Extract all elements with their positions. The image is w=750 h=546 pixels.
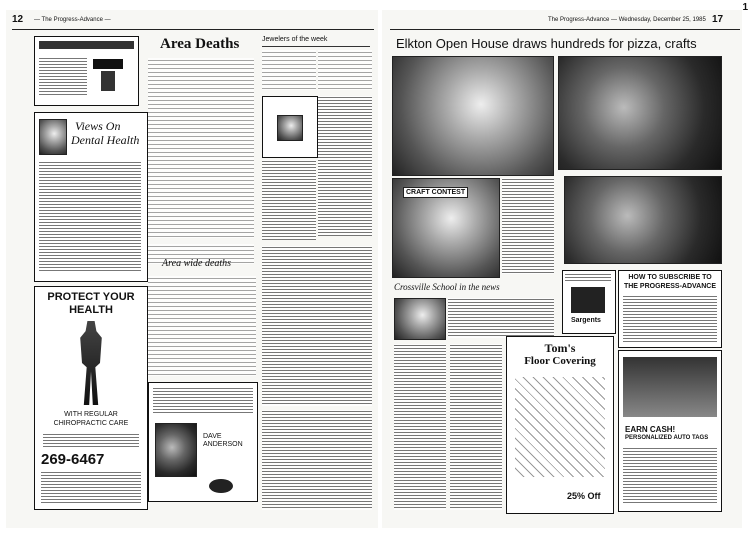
toms-floor-ad — [506, 336, 614, 514]
dentist-photo — [39, 119, 67, 155]
mid-column-text-6 — [262, 410, 372, 510]
business-ad — [34, 36, 139, 106]
agent-ad-text — [153, 387, 253, 415]
dental-health-ad — [34, 112, 148, 282]
area-deaths-title: Area Deaths — [160, 36, 240, 52]
toms-line-1: Tom's — [544, 341, 576, 355]
left-folio: 12 — [12, 14, 24, 25]
health-ad-tagline-2: CHIROPRACTIC CARE — [53, 420, 129, 427]
open-house-photo-pizza — [558, 56, 722, 170]
right-header-rule — [390, 29, 740, 30]
obituary-column-2 — [148, 276, 256, 376]
insurance-agent-ad — [148, 382, 258, 502]
auto-tags-photo — [623, 357, 717, 417]
protect-health-ad — [34, 286, 148, 510]
craft-display-photo — [564, 176, 722, 264]
dental-title-1: Views On — [75, 119, 121, 133]
mid-column-text-5 — [262, 246, 372, 406]
ad-text — [39, 57, 87, 95]
right-headline: Elkton Open House draws hundreds for pizza, crafts — [396, 36, 697, 51]
health-ad-address — [43, 433, 139, 447]
school-text — [448, 298, 554, 338]
agent-photo — [155, 423, 197, 477]
auto-tags-line-2: PERSONALIZED AUTO TAGS — [625, 435, 709, 441]
mid-column-text-2 — [318, 50, 372, 90]
auto-tags-line-1: EARN CASH! — [625, 425, 676, 434]
subscribe-line-1: HOW TO SUBSCRIBE TO — [628, 274, 712, 281]
mid-column-text-1 — [262, 50, 316, 90]
open-house-photo-main — [392, 56, 554, 176]
auto-tags-form — [623, 447, 717, 505]
area-wide-deaths-title: Area wide deaths — [162, 258, 232, 269]
open-house-text — [502, 178, 554, 274]
page-corner-mark: 1 — [742, 2, 748, 13]
toms-illustration — [515, 377, 605, 477]
sargents-ad-text — [565, 273, 611, 283]
mid-column-text-4 — [318, 96, 372, 236]
health-ad-tagline-1: WITH REGULAR — [64, 411, 118, 418]
sargents-ad-graphic — [571, 287, 605, 313]
sargents-logo: Sargents — [571, 317, 601, 324]
sargents-ad — [562, 270, 616, 334]
agent-first-name: DAVE — [203, 433, 222, 440]
agent-logo-icon — [209, 479, 233, 493]
auto-tags-ad — [618, 350, 722, 512]
health-ad-phone: 269-6467 — [41, 451, 105, 468]
right-header-text: The Progress-Advance — Wednesday, December 25, 1985 — [548, 17, 706, 23]
mid-column-text-3 — [262, 160, 316, 240]
right-folio: 17 — [712, 14, 724, 25]
dental-ad-text — [39, 161, 141, 273]
agent-last-name: ANDERSON — [203, 441, 243, 448]
ad-logo-figure — [101, 71, 115, 91]
skeleton-figure-icon — [73, 321, 109, 405]
subscribe-line-2: THE PROGRESS-ADVANCE — [623, 283, 717, 290]
subscribe-ad — [618, 270, 722, 348]
school-column-1 — [394, 344, 446, 510]
health-ad-title: PROTECT YOUR HEALTH — [47, 291, 135, 316]
toms-line-2: Floor Covering — [524, 355, 596, 367]
school-photo — [394, 298, 446, 340]
sports-card-photo — [277, 115, 303, 141]
subscribe-form — [623, 295, 717, 343]
sports-card-box — [262, 96, 318, 158]
health-ad-hours — [41, 471, 141, 503]
school-caption: Crossville School in the news — [394, 282, 500, 292]
column-heading-1: Jewelers of the week — [262, 36, 370, 47]
ad-banner — [39, 41, 134, 49]
craft-contest-sign: CRAFT CONTEST — [403, 187, 468, 198]
ad-logo-block — [93, 59, 123, 69]
left-header-rule — [12, 29, 374, 30]
left-header-text: — The Progress-Advance — — [34, 17, 111, 23]
obituary-column-1 — [148, 58, 254, 238]
dental-title-2: Dental Health — [71, 133, 140, 147]
toms-offer: 25% Off — [567, 491, 601, 501]
craft-contest-photo — [392, 178, 500, 278]
school-column-2 — [450, 344, 502, 510]
